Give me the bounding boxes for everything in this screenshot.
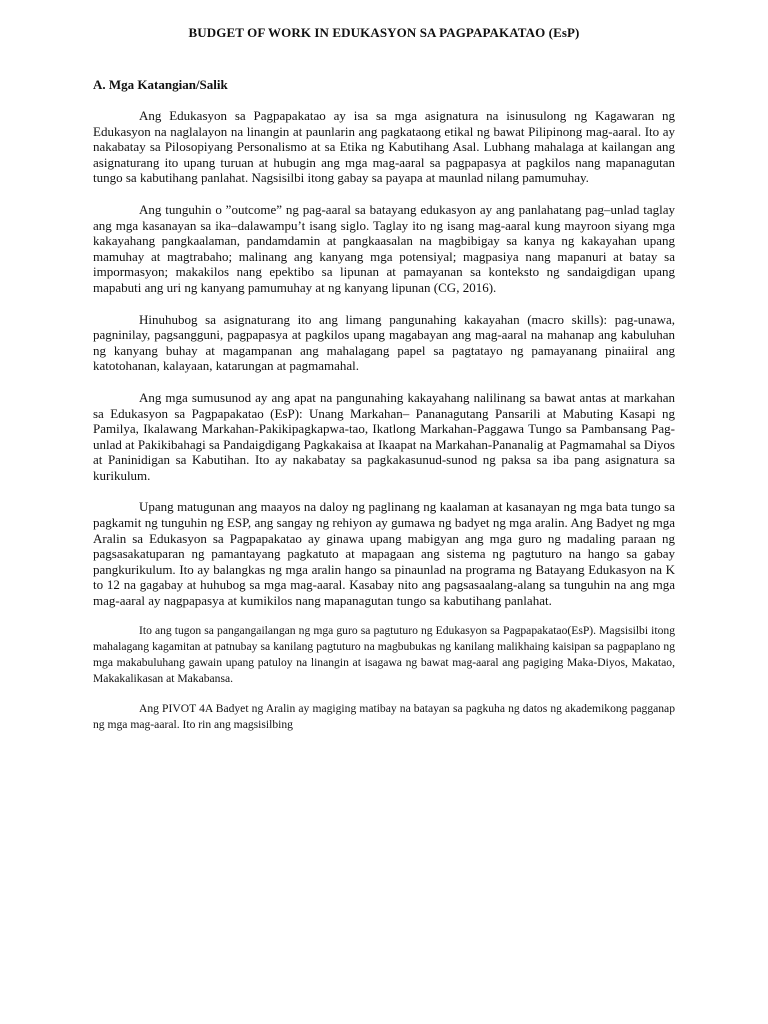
paragraph-6: Ito ang tugon sa pangangailangan ng mga guro sa pagtuturo ng Edukasyon sa Pagpapakatao(EsP). Magsisilbi itong mahalagang kagamitan at patnubay sa kanilang pagtuturo na magbubukas ng kanilang malikhaing kaisipan sa pagpaplano ng mga makabuluhang gawain upang patuloy na linangin at isagawa ng bawat mag-aaral ang pagiging Maka-Diyos, Makatao, Makakalikasan at Makabansa. [93,623,675,685]
section-heading: A. Mga Katangian/Salik [93,77,228,92]
paragraph-1: Ang Edukasyon sa Pagpapakatao ay isa sa mga asignatura na isinusulong ng Kagawaran ng Edukasyon na naglalayon na linangin at paunlarin ang pagkataong etikal ng bawat Pilipinong mag-aaral. Ito ay nakabatay sa Pilosopiyang Personalismo at sa Etika ng Kabutihang Asal. Lubhang mahalaga at kailangan ang asignaturang ito upang turuan at hubugin ang mga mag-aaral sa pagpapasya at pagkilos nang mapanagutan tungo sa kabutihang panlahat. Nagsisilbi itong gabay sa payapa at maunlad nilang pamumuhay. [93,108,675,186]
paragraph-7: Ang PIVOT 4A Badyet ng Aralin ay magiging matibay na batayan sa pagkuha ng datos ng akademikong pagganap ng mga mag-aaral. Ito rin ang magsisilbing [93,701,675,731]
paragraph-3: Hinuhubog sa asignaturang ito ang limang pangunahing kakayahan (macro skills): pag-unawa, pagninilay, pagsangguni, pagpapasya at pagkilos upang magabayan ang mag-aaral na mahanap ang kabuluhan ng kanyang buhay at magampanan ang mahalagang papel sa pagtatayo ng pamayanang pinaiiral ang katotohanan, kalayaan, katarungan at pagmamahal. [93,311,675,374]
paragraph-5: Upang matugunan ang maayos na daloy ng paglinang ng kaalaman at kasanayan ng mga bata tungo sa pagkamit ng tunguhin ng ESP, ang sangay ng rehiyon ay gumawa ng badyet ng mga aralin. Ang Badyet ng mga Aralin sa Edukasyon sa Pagpapakatao ay ginawa upang mabigyan ang mga guro ng madaling paraan ng pagsasakatuparan ng pamantayang pagkatuto at mapagaan ang sistema ng pagtuturo na hango sa gabay pangkurikulum. Ito ay balangkas ng mga aralin hango sa pinaunlad na programa ng Batayang Edukasyon na K to 12 na gagabay at huhubog sa mga mag-aaral. Kasabay nito ang pagsasaalang-alang sa tunguhin na ang mga mag-aaral ay nagpapasya at kumikilos nang mapanagutan tungo sa kabutihang panlahat. [93,499,675,609]
document-title: BUDGET OF WORK IN EDUKASYON SA PAGPAPAKATAO (EsP) [188,25,580,40]
document-page [93,24,675,733]
paragraph-2: Ang tunguhin o ”outcome” ng pag-aaral sa batayang edukasyon ay ang panlahatang pag–unlad taglay ang mga kasanayan sa ika–dalawampu’t isang siglo. Taglay ito ng isang mag-aaral kung mayroon siyang mga kakayahang pangkaalaman, pandamdamin at pangkaasalan na magbibigay sa kanya ng kakayahan upang mamuhay at magtrabaho; malinang ang kanyang mga potensiyal; magpasiya nang mapanuri at batay sa impormasyon; makakilos nang epektibo sa lipunan at pamayanan sa konteksto ng sandaigdigan upang mapabuti ang uri ng kanyang pamumuhay at ng kanyang lipunan (CG, 2016). [93,201,675,295]
paragraph-4: Ang mga sumusunod ay ang apat na pangunahing kakayahang nalilinang sa bawat antas at markahan sa Edukasyon sa Pagpapakatao (EsP): Unang Markahan– Pananagutang Pansarili at Mabuting Kasapi ng Pamilya, Ikalawang Markahan-Pakikipagkapwa-tao, Ikatlong Markahan-Paggawa Tungo sa Pambansang Pag-unlad at Pakikibahagi sa Pandaigdigang Pagkakaisa at Ikaapat na Markahan-Pananalig at Pagmamahal sa Diyos at Paninidigan sa Kabutihan. Ito ay nakabatay sa pagkakasunud-sunod ng paksa sa iba pang asignatura sa kurikulum. [93,389,675,483]
